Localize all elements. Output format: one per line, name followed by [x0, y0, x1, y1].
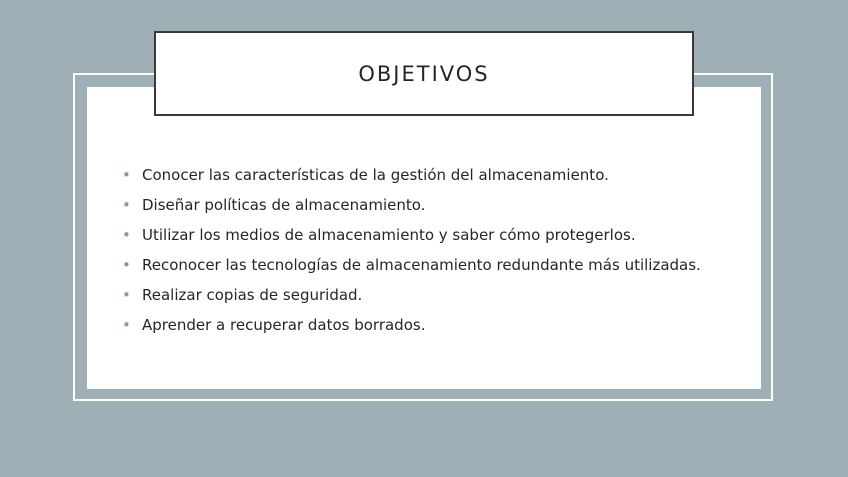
list-item-text: Realizar copias de seguridad. — [142, 286, 363, 304]
list-item — [122, 280, 701, 310]
list-item-text: Reconocer las tecnologías de almacenamiento redundante más utilizadas. — [142, 256, 701, 274]
list-item-text: Conocer las características de la gestión del almacenamiento. — [142, 166, 609, 184]
bullet-icon: • — [122, 226, 131, 244]
list-item — [122, 310, 701, 340]
bullet-icon: • — [122, 166, 131, 184]
slide-title: OBJETIVOS — [358, 61, 490, 86]
list-item-text: Aprender a recuperar datos borrados. — [142, 316, 426, 334]
list-item — [122, 250, 701, 280]
bullet-list — [122, 160, 701, 340]
bullet-icon: • — [122, 196, 131, 214]
list-item-text: Diseñar políticas de almacenamiento. — [142, 196, 426, 214]
list-item-text: Utilizar los medios de almacenamiento y saber cómo protegerlos. — [142, 226, 636, 244]
bullet-icon: • — [122, 316, 131, 334]
list-item — [122, 220, 701, 250]
bullet-icon: • — [122, 286, 131, 304]
bullet-icon: • — [122, 256, 131, 274]
list-item — [122, 190, 701, 220]
title-box — [154, 31, 694, 116]
list-item — [122, 160, 701, 190]
